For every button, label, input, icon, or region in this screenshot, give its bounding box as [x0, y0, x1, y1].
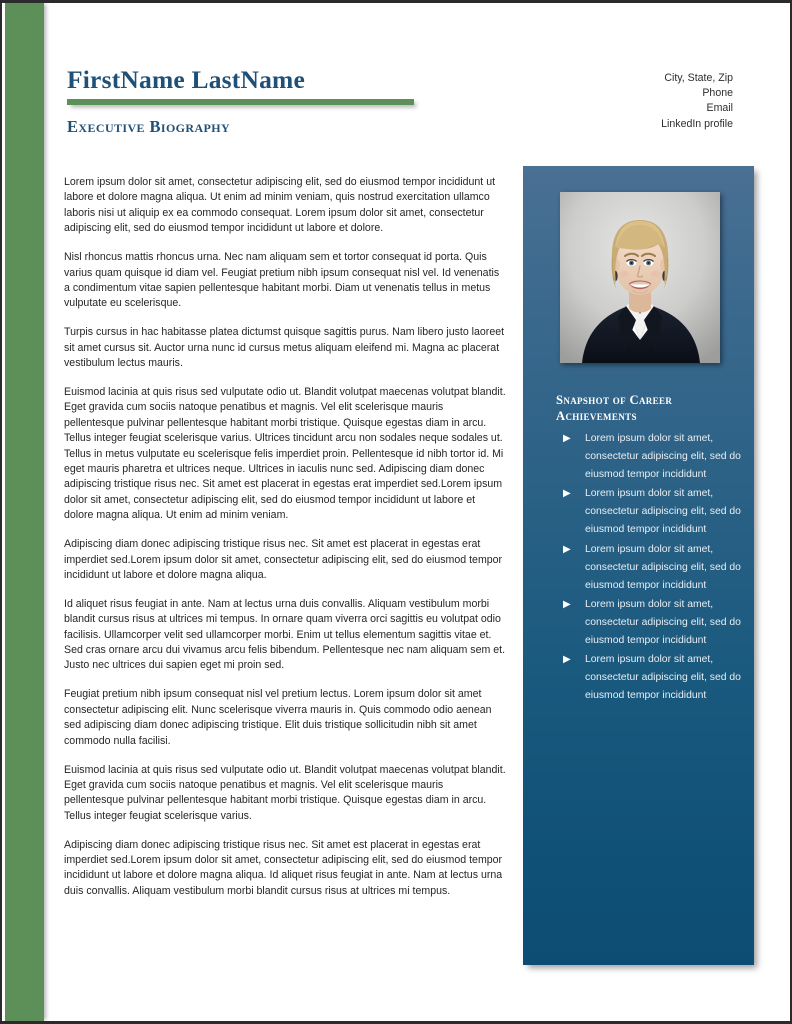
- list-item-label: Lorem ipsum dolor sit amet, consectetur adipiscing elit, sed do eiusmod tempor incididunt: [585, 654, 741, 702]
- list-item-label: Lorem ipsum dolor sit amet, consectetur adipiscing elit, sed do eiusmod tempor incididunt: [585, 543, 741, 591]
- list-item: [556, 541, 742, 595]
- career-snapshot-panel: [523, 166, 754, 965]
- contact-location: City, State, Zip: [664, 72, 733, 84]
- contact-phone: Phone: [702, 87, 733, 100]
- document-subtitle: Executive Biography: [67, 117, 231, 136]
- triangle-bullet-icon: ▶: [563, 488, 571, 500]
- list-item: [556, 651, 742, 705]
- page-title: FirstName LastName: [67, 65, 305, 94]
- career-achievements-list: [556, 430, 742, 706]
- contact-linkedin: LinkedIn profile: [661, 117, 733, 130]
- list-item: [556, 485, 742, 539]
- green-divider-rule: [67, 99, 414, 105]
- triangle-bullet-icon: ▶: [563, 543, 571, 555]
- body-paragraph: Turpis cursus in hac habitasse platea dictumst quisque sagittis purus. Nam libero justo laoreet sit amet cursus sit. Auctor urna nunc id cursus metus aliquam eleifend mi. Magna ac placerat vestibulum lectus mauris.: [64, 326, 505, 370]
- body-paragraph: Nisl rhoncus mattis rhoncus urna. Nec nam aliquam sem et tortor consequat id porta. Quis varius quam quisque id diam vel. Feugiat pretium nibh ipsum consequat nisl vel. Id venenatis a condimentum vitae sapien pellentesque habitant morbi. Diam ut venenatis tellus in metus vulputate eu scelerisque.: [64, 251, 500, 310]
- triangle-bullet-icon: ▶: [563, 598, 571, 610]
- body-paragraph: Id aliquet risus feugiat in ante. Nam at lectus urna duis convallis. Aliquam vestibulum morbi blandit cursus risus at ultrices mi tempus. In ornare quam viverra orci sagittis eu volutpat odio facilisis. Ullamcorper velit sed ullamcorper morbi. Enim ut tellus elementum sagittis vitae et. Sed cras ornare arcu dui vivamus arcu felis bibendum. Pellentesque nec nam aliquam sem et. Justo nec ultrices dui sapien eget mi proin sed.: [64, 597, 506, 672]
- list-item-label: Lorem ipsum dolor sit amet, consectetur adipiscing elit, sed do eiusmod tempor incididunt: [585, 598, 741, 647]
- body-paragraph: Euismod lacinia at quis risus sed vulputate odio ut. Blandit volutpat maecenas volutpat blandit. Eget gravida cum sociis natoque penatibus et magnis. Vel elit scelerisque mauris pellentesque pulvinar pellentesque habitant morbi tristique. Quisque egestas diam in arcu. Tellus integer feugiat scelerisque varius. Ultrices tincidunt arcu non sodales neque sodales ut. Tellus in metus vulputate eu scelerisque felis imperdiet proin. Pellentesque id nibh tortor id. Mi eget mauris pharetra et ultrices neque. Ultrices in iaculis nunc sed. Adipiscing diam donec adipiscing tristique risus nec. Sit amet est placerat in egestas erat imperdiet sed.Lorem ipsum dolor sit amet, consectetur adipiscing elit, sed do eiusmod tempor incididunt ut labore et dolore magna aliqua. Ut enim ad minim veniam.: [64, 385, 506, 522]
- green-left-spine: [5, 3, 44, 1021]
- triangle-bullet-icon: ▶: [563, 654, 571, 666]
- body-paragraph: Adipiscing diam donec adipiscing tristique risus nec. Sit amet est placerat in egestas erat imperdiet sed.Lorem ipsum dolor sit amet, consectetur adipiscing elit, sed do eiusmod tempor incididunt ut labore et dolore magna aliqua. Id aliquet risus feugiat in ante. Nam at lectus urna duis convallis. Aliquam vestibulum morbi blandit cursus risus at ultrices mi tempus.: [64, 838, 503, 897]
- contact-info-block: [661, 71, 733, 132]
- contact-email: Email: [706, 102, 733, 115]
- list-item: [556, 596, 742, 650]
- list-item-label: Lorem ipsum dolor sit amet, consectetur adipiscing elit, sed do eiusmod tempor incididunt: [585, 488, 741, 536]
- triangle-bullet-icon: ▶: [563, 433, 571, 444]
- biography-body: [64, 175, 506, 913]
- list-item-label: Lorem ipsum dolor sit amet, consectetur adipiscing elit, sed do eiusmod tempor incididunt: [585, 433, 741, 481]
- list-item: [556, 430, 742, 484]
- body-paragraph: Adipiscing diam donec adipiscing tristique risus nec. Sit amet est placerat in egestas erat imperdiet sed.Lorem ipsum dolor sit amet, consectetur adipiscing elit, sed do eiusmod tempor incididunt ut labore et dolore magna aliqua.: [64, 538, 503, 581]
- body-paragraph: Lorem ipsum dolor sit amet, consectetur adipiscing elit, sed do eiusmod tempor incididunt ut labore et dolore magna aliqua. Ut enim ad minim veniam, quis nostrud exercitation ullamco laboris nisi ut aliquip ex ea commodo consequat. Lorem ipsum dolor sit amet, consectetur adipiscing elit, sed do eiusmod tempor incididunt ut labore et dolore.: [64, 176, 496, 235]
- body-paragraph: Euismod lacinia at quis risus sed vulputate odio ut. Blandit volutpat maecenas volutpat blandit. Eget gravida cum sociis natoque penatibus et magnis. Vel elit scelerisque mauris pellentesque pulvinar pellentesque habitant morbi tristique. Quisque egestas diam in arcu. Tellus integer feugiat scelerisque varius.: [64, 763, 506, 822]
- snapshot-heading: Snapshot of Career Achievements: [556, 393, 673, 423]
- body-paragraph: Feugiat pretium nibh ipsum consequat nisl vel pretium lectus. Lorem ipsum dolor sit amet consectetur adipiscing elit. Nunc scelerisque viverra mauris in. Quis commodo odio aenean sed adipiscing diam donec adipiscing tristique. Elit duis tristique sollicitudin nibh sit amet commodo nulla facilisi.: [64, 688, 492, 747]
- headshot-photo: [560, 192, 720, 363]
